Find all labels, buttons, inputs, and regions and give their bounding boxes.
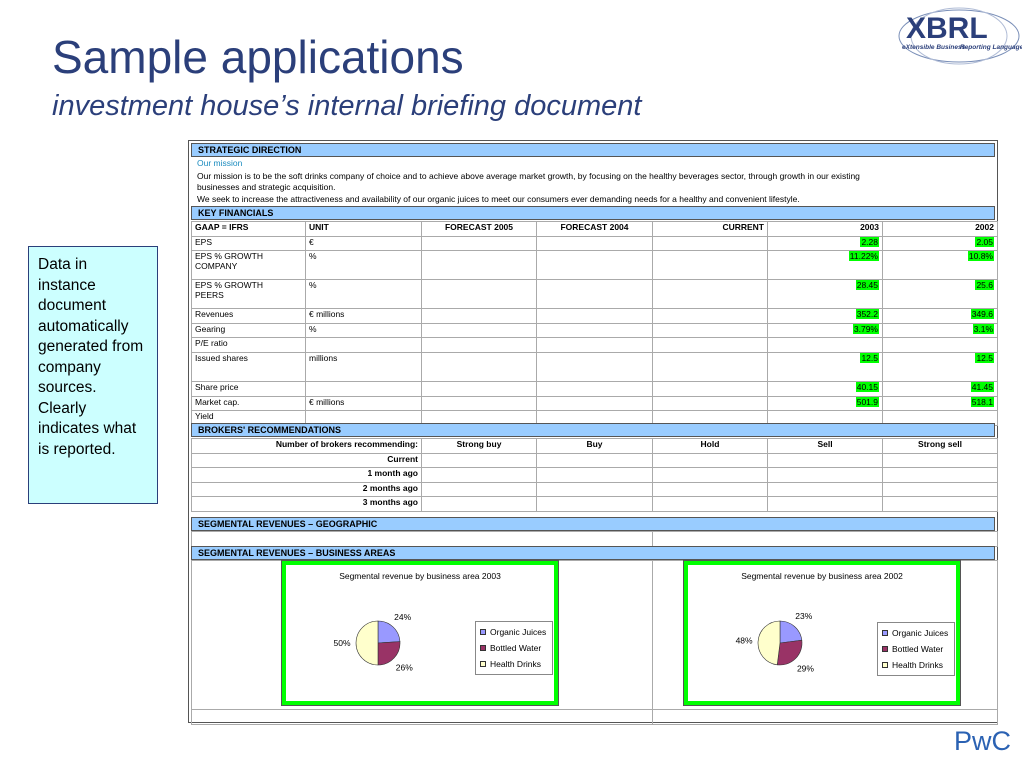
- row-unit: [306, 338, 422, 353]
- legend-swatch: [882, 630, 888, 636]
- row-label: Market cap.: [192, 396, 306, 411]
- mission-text-line2: businesses and strategic acquisition.: [197, 182, 336, 192]
- value-2002: 2.05: [976, 236, 993, 247]
- key-financials-heading: KEY FINANCIALS: [191, 206, 995, 220]
- pie-data-label: 48%: [735, 635, 753, 646]
- row-label: EPS % GROWTH PEERS: [192, 280, 306, 309]
- value-2002: 41.45: [971, 381, 993, 392]
- pie-chart-2003: [282, 561, 558, 705]
- business-areas-heading: SEGMENTAL REVENUES – BUSINESS AREAS: [191, 546, 995, 560]
- table-row: [192, 453, 998, 468]
- xbrl-logo: [896, 6, 1022, 66]
- pie-slice-health-drinks: [356, 621, 378, 665]
- legend-item: Health Drinks: [882, 657, 950, 673]
- value-2003: 11.22%: [849, 251, 878, 262]
- legend-item: Health Drinks: [480, 656, 548, 672]
- value-2003: 28.45: [856, 280, 878, 291]
- column-header: GAAP = IFRS: [192, 222, 306, 237]
- svg-text:eXtensible Business: eXtensible Business: [902, 44, 966, 51]
- slide-subtitle: investment house’s internal briefing document: [52, 90, 642, 122]
- legend-swatch: [882, 662, 888, 668]
- brokers-heading: BROKERS' RECOMMENDATIONS: [191, 423, 995, 437]
- table-row: [192, 396, 998, 411]
- row-unit: €: [306, 236, 422, 251]
- column-header: 2003: [768, 222, 883, 237]
- legend-swatch: [882, 646, 888, 652]
- row-label: Share price: [192, 381, 306, 396]
- row-unit: € millions: [306, 396, 422, 411]
- table-row: [192, 236, 998, 251]
- row-unit: %: [306, 323, 422, 338]
- column-header: Hold: [653, 439, 768, 454]
- column-header: Strong sell: [883, 439, 998, 454]
- column-header: CURRENT: [653, 222, 768, 237]
- legend-item: Organic Juices: [882, 625, 950, 641]
- mission-text-line1: Our mission is to be the soft drinks company of choice and to achieve above average market growth, by focusing on the healthy beverages sector, through growth in our existing: [197, 171, 860, 181]
- row-label: Yield: [192, 411, 306, 426]
- table-row: [192, 497, 998, 512]
- table-row: [192, 309, 998, 324]
- table-row: [192, 352, 998, 381]
- table-row: [192, 482, 998, 497]
- table-row: [192, 251, 998, 280]
- table-header-row: [192, 439, 998, 454]
- value-2002: 12.5: [976, 352, 993, 363]
- table-row: [192, 323, 998, 338]
- table-row: [192, 280, 998, 309]
- pie-slice-bottled-water: [777, 640, 802, 665]
- pie-chart-2002: [684, 561, 960, 705]
- legend-swatch: [480, 661, 486, 667]
- column-header: FORECAST 2005: [422, 222, 537, 237]
- legend-item: Bottled Water: [480, 640, 548, 656]
- table-row: [192, 338, 998, 353]
- legend-item: Bottled Water: [882, 641, 950, 657]
- pie-slice-organic-juices: [780, 621, 802, 643]
- strategic-direction-heading: STRATEGIC DIRECTION: [191, 143, 995, 157]
- mission-text-line3: We seek to increase the attractiveness and availability of our organic juices to meet our consumers ever demanding needs for a healthy and convenient lifestyle.: [197, 194, 800, 204]
- row-unit: [306, 381, 422, 396]
- legend-item: Organic Juices: [480, 624, 548, 640]
- value-2003: 3.79%: [853, 323, 878, 334]
- column-header: Buy: [537, 439, 653, 454]
- value-2003: 352.2: [856, 309, 878, 320]
- value-2003: 40.15: [856, 381, 878, 392]
- column-header: UNIT: [306, 222, 422, 237]
- value-2002: 25.6: [976, 280, 993, 291]
- svg-text:Reporting Language: Reporting Language: [960, 44, 1022, 51]
- column-header: FORECAST 2004: [537, 222, 653, 237]
- table-header-row: [192, 222, 998, 237]
- pie-data-label: 24%: [394, 611, 412, 622]
- callout-note: Data in instance document automatically generated from company sources. Clearly indicates what is reported.: [28, 246, 158, 504]
- legend-swatch: [480, 629, 486, 635]
- value-2002: 349.6: [971, 309, 993, 320]
- row-label: 3 months ago: [192, 497, 422, 512]
- footer-brand: PwC: [954, 726, 1012, 756]
- value-2002: 10.8%: [968, 251, 993, 262]
- logo-wordmark: XBRL: [906, 12, 988, 45]
- chart-title: Segmental revenue by business area 2003: [339, 571, 501, 581]
- pie-data-label: 23%: [795, 610, 813, 621]
- table-row: [192, 381, 998, 396]
- pie-data-label: 26%: [395, 662, 413, 673]
- mission-label: Our mission: [197, 158, 243, 168]
- pie-slice-health-drinks: [758, 621, 780, 665]
- chart-title: Segmental revenue by business area 2002: [741, 571, 903, 581]
- pie-slice-bottled-water: [378, 642, 400, 665]
- pie-data-label: 29%: [796, 663, 814, 674]
- column-header: Number of brokers recommending:: [192, 439, 422, 454]
- column-header: Strong buy: [422, 439, 537, 454]
- row-label: EPS: [192, 236, 306, 251]
- value-2002: 3.1%: [973, 323, 993, 334]
- chart-legend: [475, 621, 553, 675]
- legend-swatch: [480, 645, 486, 651]
- column-header: 2002: [883, 222, 998, 237]
- value-2002: 518.1: [971, 396, 993, 407]
- row-label: 2 months ago: [192, 482, 422, 497]
- briefing-document: [188, 140, 998, 723]
- value-2003: 501.9: [856, 396, 878, 407]
- pie-data-label: 50%: [333, 638, 351, 648]
- value-2003: 12.5: [861, 352, 878, 363]
- row-unit: %: [306, 251, 422, 280]
- row-unit: € millions: [306, 309, 422, 324]
- row-label: Issued shares: [192, 352, 306, 381]
- chart-legend: [877, 622, 955, 676]
- row-unit: %: [306, 280, 422, 309]
- geographic-heading: SEGMENTAL REVENUES – GEOGRAPHIC: [191, 517, 995, 531]
- row-label: Gearing: [192, 323, 306, 338]
- value-2003: 2.28: [861, 236, 878, 247]
- key-financials-table: [191, 221, 998, 426]
- brokers-table: [191, 438, 998, 512]
- row-unit: millions: [306, 352, 422, 381]
- geographic-table: [191, 531, 998, 547]
- table-row: [192, 468, 998, 483]
- row-label: Revenues: [192, 309, 306, 324]
- row-label: P/E ratio: [192, 338, 306, 353]
- column-header: Sell: [768, 439, 883, 454]
- slide-title: Sample applications: [52, 31, 464, 83]
- row-label: EPS % GROWTH COMPANY: [192, 251, 306, 280]
- row-label: 1 month ago: [192, 468, 422, 483]
- pie-slice-organic-juices: [378, 621, 400, 643]
- row-label: Current: [192, 453, 422, 468]
